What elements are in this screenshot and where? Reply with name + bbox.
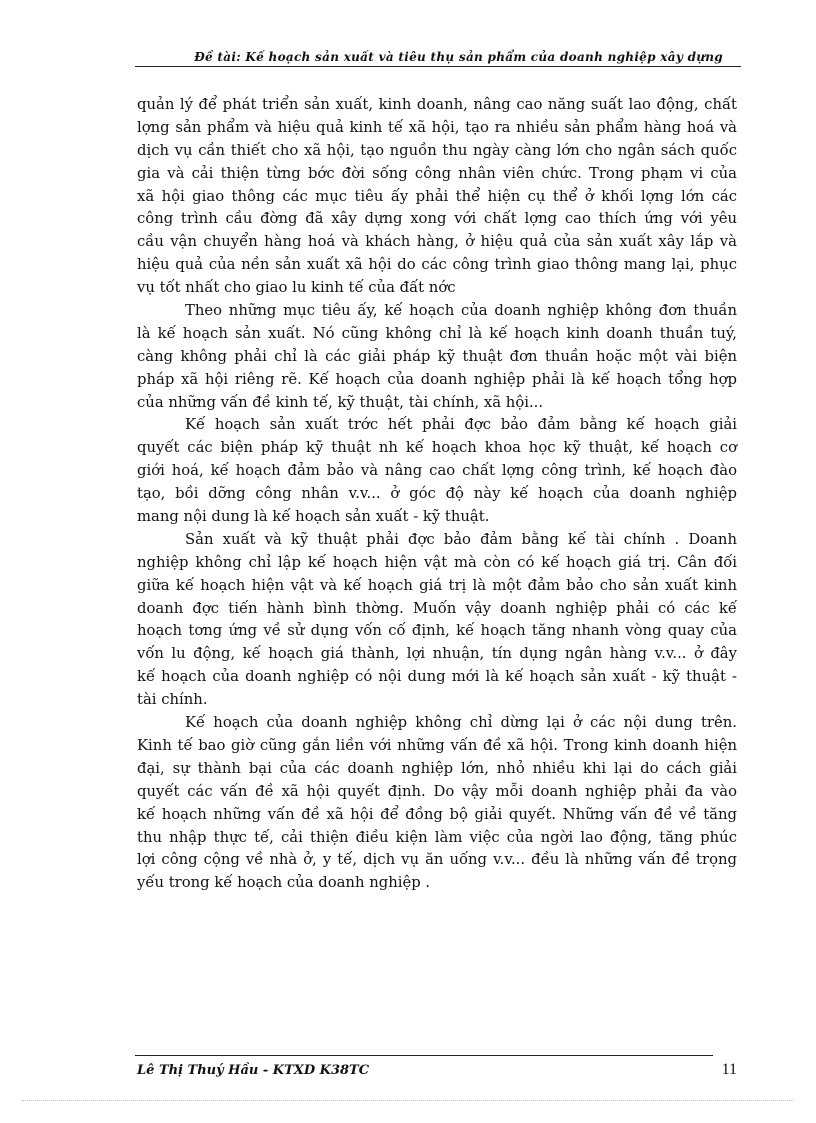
- text-line: công trình cầu đờng đã xây dựng xong với chất lợng cao thích ứng với yêu: [137, 210, 737, 228]
- paragraph-5: [137, 712, 737, 895]
- text-line: quyết các biện pháp kỹ thuật nh kế hoạch khoa học kỹ thuật, kế hoạch cơ: [137, 439, 737, 457]
- text-line: quản lý để phát triển sản xuất, kinh doanh, nâng cao năng suất lao động, chất: [137, 96, 737, 113]
- page-header: [135, 46, 741, 66]
- footer-author: Lê Thị Thuý Hầu - KTXD K38TC: [137, 1063, 370, 1078]
- text-line: của những vấn đề kinh tế, kỹ thuật, tài chính, xã hội...: [137, 393, 544, 411]
- text-line: giữa kế hoạch hiện vật và kế hoạch giá trị là một đảm bảo cho sản xuất kinh: [137, 576, 737, 594]
- text-line: tài chính.: [137, 691, 208, 709]
- text-line: dịch vụ cần thiết cho xã hội, tạo nguồn thu ngày càng lớn cho ngân sách quốc: [137, 141, 737, 159]
- text-line: giới hoá, kế hoạch đảm bảo và nâng cao chất lợng công trình, kế hoạch đào: [137, 462, 737, 480]
- text-line: lợi công cộng về nhà ở, y tế, dịch vụ ăn uống v.v... đều là những vấn đề trọng: [137, 851, 737, 869]
- text-line: nghiệp không chỉ lập kế hoạch hiện vật mà còn có kế hoạch giá trị. Cân đối: [137, 553, 737, 571]
- page-footer: [135, 1055, 739, 1085]
- header-title: Đề tài: Kế hoạch sản xuất và tiêu thụ sản phẩm của doanh nghiệp xây dựng: [194, 50, 723, 64]
- text-line: yếu trong kế hoạch của doanh nghiệp .: [137, 874, 431, 892]
- text-line: hiệu quả của nền sản xuất xã hội do các công trình giao thông mang lại, phục: [137, 256, 737, 274]
- text-line: càng không phải chỉ là các giải pháp kỹ thuật đơn thuần hoặc một vài biện: [137, 347, 737, 365]
- text-line: cầu vận chuyển hàng hoá và khách hàng, ở hiệu quả của sản xuất xây lắp và: [137, 233, 737, 251]
- text-line: pháp xã hội riêng rẽ. Kế hoạch của doanh nghiệp phải là kế hoạch tổng hợp: [137, 370, 737, 388]
- text-line: Theo những mục tiêu ấy, kế hoạch của doanh nghiệp không đơn thuần: [185, 302, 737, 320]
- text-line: xã hội giao thông các mục tiêu ấy phải thể hiện cụ thể ở khối lợng lớn các: [137, 187, 737, 205]
- text-line: vốn lu động, kế hoạch giá thành, lợi nhuận, tín dụng ngân hàng v.v... ở đây: [137, 645, 737, 663]
- footer-divider: [135, 1055, 713, 1056]
- text-line: gia và cải thiện từng bớc đời sống công nhân viên chức. Trong phạm vi của: [137, 164, 737, 182]
- paragraph-1: [137, 94, 737, 300]
- paragraph-2: [137, 300, 737, 414]
- paragraph-4: [137, 529, 737, 712]
- text-line: đại, sự thành bại của các doanh nghiệp lớn, nhỏ nhiều khi lại do cách giải: [137, 759, 737, 777]
- text-line: kế hoạch những vấn đề xã hội để đồng bộ giải quyết. Những vấn đề về tăng: [137, 805, 737, 823]
- body-text: [137, 94, 737, 895]
- text-line: Kế hoạch của doanh nghiệp không chỉ dừng lại ở các nội dung trên.: [185, 714, 737, 732]
- text-line: vụ tốt nhất cho giao lu kinh tế của đất nớc: [137, 279, 456, 297]
- text-line: hoạch tơng ứng về sử dụng vốn cố định, kế hoạch tăng nhanh vòng quay của: [137, 622, 737, 640]
- text-line: Kinh tế bao giờ cũng gắn liền với những vấn đề xã hội. Trong kinh doanh hiện: [137, 736, 737, 754]
- text-line: doanh đợc tiến hành bình thờng. Muốn vậy doanh nghiệp phải có các kế: [137, 599, 737, 617]
- page-number: 11: [721, 1061, 737, 1078]
- text-line: Sản xuất và kỹ thuật phải đợc bảo đảm bằng kế tài chính . Doanh: [185, 530, 737, 548]
- text-line: lợng sản phẩm và hiệu quả kinh tế xã hội, tạo ra nhiều sản phẩm hàng hoá và: [137, 118, 737, 136]
- text-line: mang nội dung là kế hoạch sản xuất - kỹ thuật.: [137, 508, 490, 526]
- text-line: tạo, bồi dỡng công nhân v.v... ở góc độ này kế hoạch của doanh nghiệp: [137, 485, 737, 503]
- paragraph-3: [137, 414, 737, 528]
- text-line: Kế hoạch sản xuất trớc hết phải đợc bảo đảm bằng kế hoạch giải: [185, 416, 737, 434]
- page-bottom-border: [22, 1100, 794, 1101]
- text-line: quyết các vấn đề xã hội quyết định. Do vậy mỗi doanh nghiệp phải đa vào: [137, 782, 737, 800]
- text-line: là kế hoạch sản xuất. Nó cũng không chỉ là kế hoạch kinh doanh thuần tuý,: [137, 324, 737, 342]
- header-divider: [135, 66, 741, 67]
- text-line: kế hoạch của doanh nghiệp có nội dung mới là kế hoạch sản xuất - kỹ thuật -: [137, 668, 737, 686]
- text-line: thu nhập thực tế, cải thiện điều kiện làm việc của ngời lao động, tăng phúc: [137, 828, 737, 846]
